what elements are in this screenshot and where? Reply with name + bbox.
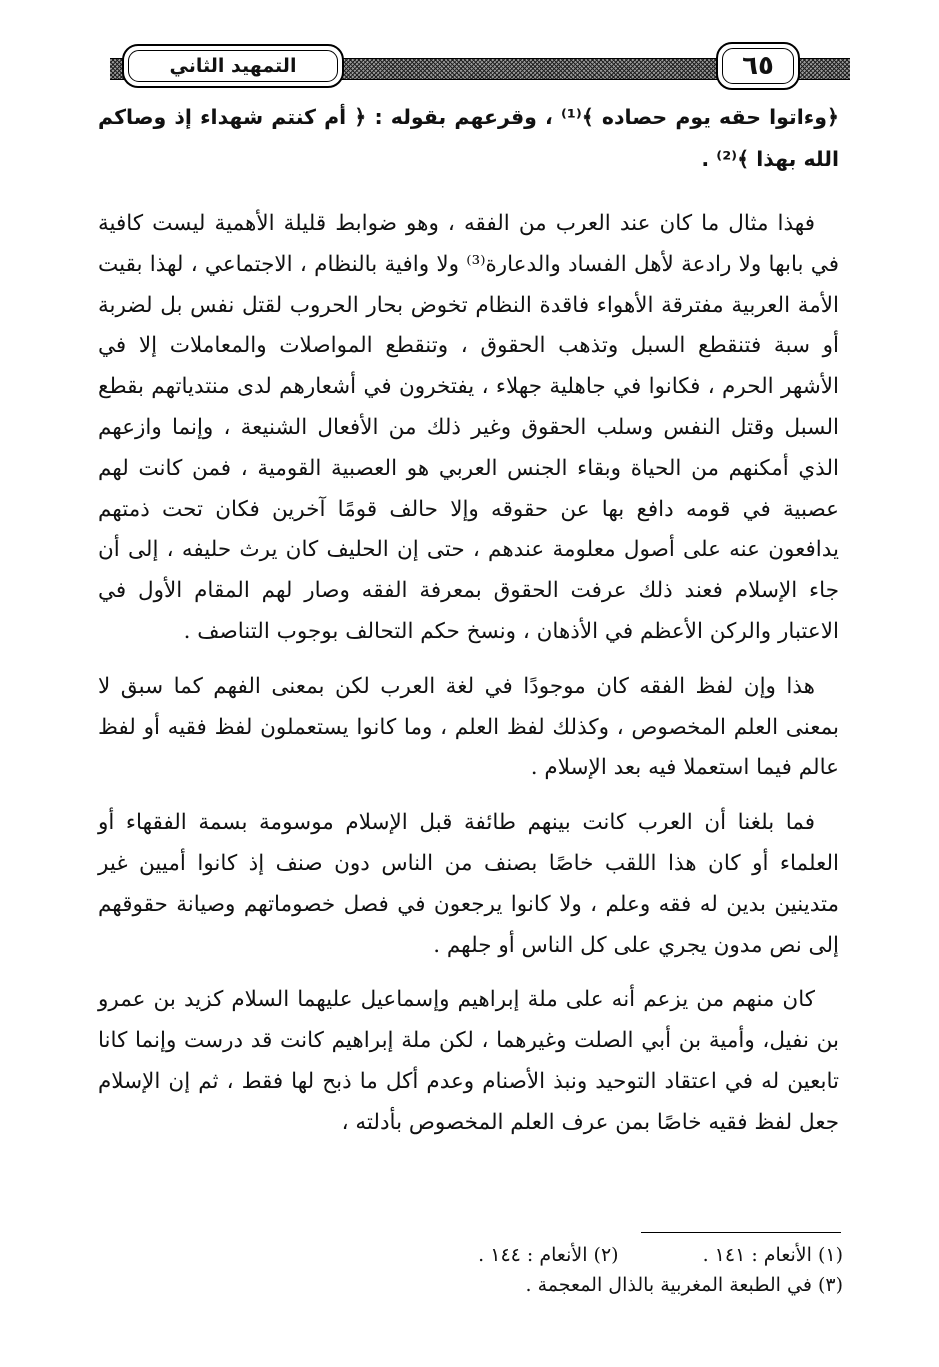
chapter-title-box <box>122 44 344 88</box>
footnote-3: (٣) في الطبعة المغربية بالذال المعجمة . <box>525 1274 843 1296</box>
body-text <box>98 96 839 1158</box>
footnote-2: (٢) الأنعام : ١٤٤ . <box>478 1244 619 1266</box>
running-header <box>110 40 850 94</box>
paragraph-4: كان منهم من يزعم أنه على ملة إبراهيم وإسماعيل عليهما السلام كزيد بن عمرو بن نفيل، وأمية بن أبي الصلت وغيرهما ، لكن ملة إبراهيم كانت قد درست وإنما كانا تابعين له في اعتقاد التوحيد ونبذ الأصنام وعدم أكل ما ذبح لها فقط ، ثم إن الإسلام جعل لفظ فقيه خاصًا بمن عرف العلم المخصوص بأدلته ، <box>98 987 839 1135</box>
paragraph-2: هذا وإن لفظ الفقه كان موجودًا في لغة العرب لكن بمعنى الفهم كما سبق لا بمعنى العلم المخصوص ، وكذلك لفظ العلم ، وما كانوا يستعملون لفظ فقيه أو لفظ عالم فيما استعملا فيه بعد الإسلام . <box>98 673 839 781</box>
chapter-title: التمهيد الثاني <box>169 55 297 77</box>
footnote-row <box>98 1240 843 1270</box>
paragraph-1: فهذا مثال ما كان عند العرب من الفقه ، وهو ضوابط قليلة الأهمية ليست كافية في بابها ولا رادعة لأهل الفساد والدعارة⁽³⁾ ولا وافية بالنظام ، الاجتماعي ، لهذا بقيت الأمة العربية مفترقة الأهواء فاقدة النظام تخوض بحار الحروب لقتل نفس بل لضربة أو سبة فتنقطع السبل وتذهب الحقوق ، وتنقطع المواصلات والمعاملات إلا في الأشهر الحرم ، فكانوا في جاهلية جهلاء ، يفتخرون في أشعارهم لدى منتدياتهم بقطع السبل وقتل النفس وسلب الحقوق وغير ذلك من الأفعال الشنيعة ، وإنما وازعهم الذي أمكنهم من الحياة وبقاء الجنس العربي هو العصبية القومية ، فمن كانت لهم عصبية في قومه دافع بها عن حقوقه وإلا حالف قومًا آخرين فكان تحت ذمتهم يدافعون عنه على أصول معلومة عندهم ، حتى إن الحليف كان يرث حليفه ، إلى أن جاء الإسلام فعند ذلك عرفت الحقوق بمعرفة الفقه وصار لهم المقام الأول في الاعتبار والركن الأعظم في الأذهان ، ونسخ حكم التحالف بوجوب التناصف . <box>98 211 839 644</box>
page-number: ٦٥ <box>742 51 774 81</box>
footnote-separator <box>641 1232 841 1233</box>
quoted-verse-paragraph: ﴿وءاتوا حقه يوم حصاده ﴾⁽¹⁾ ، وقرعهم بقوله : ﴿ أم كنتم شهداء إذ وصاكم الله بهذا ﴾⁽²⁾ . <box>98 105 839 171</box>
page-number-box <box>716 42 800 90</box>
footnotes <box>98 1240 843 1300</box>
footnote-1: (١) الأنعام : ١٤١ . <box>702 1244 843 1266</box>
footnote-row <box>98 1270 843 1300</box>
paragraph-3: فما بلغنا أن العرب كانت بينهم طائفة قبل الإسلام موسومة بسمة الفقهاء أو العلماء أو كان هذا اللقب خاصًا بصنف من الناس دون صنف إذ كانوا أميين غير متدينين بدين له فقه وعلم ، ولا كانوا يرجعون في فصل خصوماتهم وصيانة حقوقهم إلى نص مدون يجري على كل الناس أو جلهم . <box>98 810 839 958</box>
